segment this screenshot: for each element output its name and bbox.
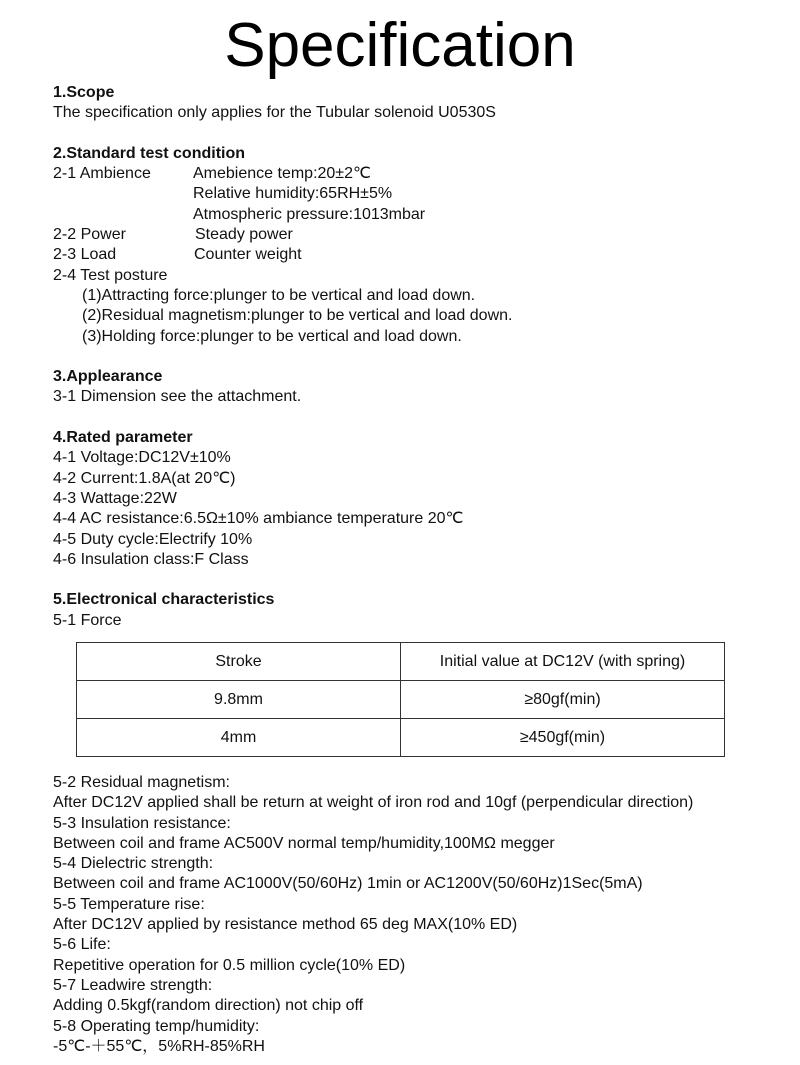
spec-item-text: Between coil and frame AC500V normal temp/humidity,100MΩ megger bbox=[53, 834, 555, 852]
table-header: Initial value at DC12V (with spring) bbox=[401, 643, 725, 681]
page-title: Specification bbox=[224, 11, 576, 80]
scope-text: The specification only applies for the Tubular solenoid U0530S bbox=[53, 104, 496, 122]
ambience-humidity: Relative humidity:65RH±5% bbox=[193, 185, 393, 203]
spec-item-label: 5-2 Residual magnetism: bbox=[53, 774, 230, 791]
force-table bbox=[76, 642, 725, 757]
spec-item-label: 5-7 Leadwire strength: bbox=[53, 976, 213, 994]
table-cell: ≥450gf(min) bbox=[401, 719, 725, 757]
rated-item: 4-4 AC resistance:6.5Ω±10% ambiance temperature 20℃ bbox=[53, 510, 464, 528]
rated-item: 4-2 Current:1.8A(at 20℃) bbox=[53, 469, 236, 487]
spec-item-label: 5-6 Life: bbox=[53, 936, 111, 954]
spec-item-text: Between coil and frame AC1000V(50/60Hz) 1min or AC1200V(50/60Hz)1Sec(5mA) bbox=[53, 875, 643, 893]
load-value: Counter weight bbox=[194, 246, 302, 264]
ambience-label: 2-1 Ambience bbox=[53, 165, 151, 183]
section-heading: 2.Standard test condition bbox=[53, 144, 246, 162]
rated-item: 4-5 Duty cycle:Electrify 10% bbox=[53, 530, 253, 548]
rated-item: 4-3 Wattage:22W bbox=[53, 489, 177, 507]
section-heading: 5.Electronical characteristics bbox=[53, 591, 275, 609]
power-label: 2-2 Power bbox=[53, 226, 126, 244]
spec-item-text: -5℃-＋55℃，5%RH-85%RH bbox=[53, 1037, 265, 1055]
force-label: 5-1 Force bbox=[53, 611, 122, 629]
table-header: Stroke bbox=[77, 643, 401, 681]
section-heading: 3.Applearance bbox=[53, 368, 163, 386]
table-row bbox=[77, 681, 725, 719]
table-cell: 4mm bbox=[77, 719, 401, 757]
section-heading: 4.Rated parameter bbox=[53, 429, 193, 447]
spec-item-label: 5-8 Operating temp/humidity: bbox=[53, 1017, 260, 1035]
spec-item-label: 5-3 Insulation resistance: bbox=[53, 814, 231, 832]
ambience-pressure: Atmospheric pressure:1013mbar bbox=[193, 205, 426, 223]
power-value: Steady power bbox=[195, 226, 293, 244]
posture-label: 2-4 Test posture bbox=[53, 266, 168, 284]
spec-item-text: Repetitive operation for 0.5 million cycle(10% ED) bbox=[53, 956, 406, 974]
section-heading: 1.Scope bbox=[53, 84, 115, 101]
section-scope bbox=[53, 83, 512, 631]
table-cell: ≥80gf(min) bbox=[401, 681, 725, 719]
table-cell: 9.8mm bbox=[77, 681, 401, 719]
posture-item: (1)Attracting force:plunger to be vertical and load down. bbox=[82, 286, 476, 304]
rated-item: 4-1 Voltage:DC12V±10% bbox=[53, 449, 231, 467]
spec-item-label: 5-5 Temperature rise: bbox=[53, 895, 205, 913]
spec-item-text: After DC12V applied shall be return at weight of iron rod and 10gf (perpendicular direction) bbox=[53, 794, 694, 812]
ambience-temp: Amebience temp:20±2℃ bbox=[193, 165, 371, 183]
table-row bbox=[77, 719, 725, 757]
section-electrical-items bbox=[53, 773, 693, 1057]
load-label: 2-3 Load bbox=[53, 246, 117, 264]
spec-item-text: After DC12V applied by resistance method 65 deg MAX(10% ED) bbox=[53, 916, 518, 934]
appearance-text: 3-1 Dimension see the attachment. bbox=[53, 388, 302, 406]
posture-item: (2)Residual magnetism:plunger to be vertical and load down. bbox=[82, 307, 513, 325]
spec-item-label: 5-4 Dielectric strength: bbox=[53, 855, 214, 873]
table-header-row bbox=[77, 643, 725, 681]
spec-item-text: Adding 0.5kgf(random direction) not chip off bbox=[53, 997, 364, 1015]
rated-item: 4-6 Insulation class:F Class bbox=[53, 550, 249, 568]
posture-item: (3)Holding force:plunger to be vertical and load down. bbox=[82, 327, 462, 345]
